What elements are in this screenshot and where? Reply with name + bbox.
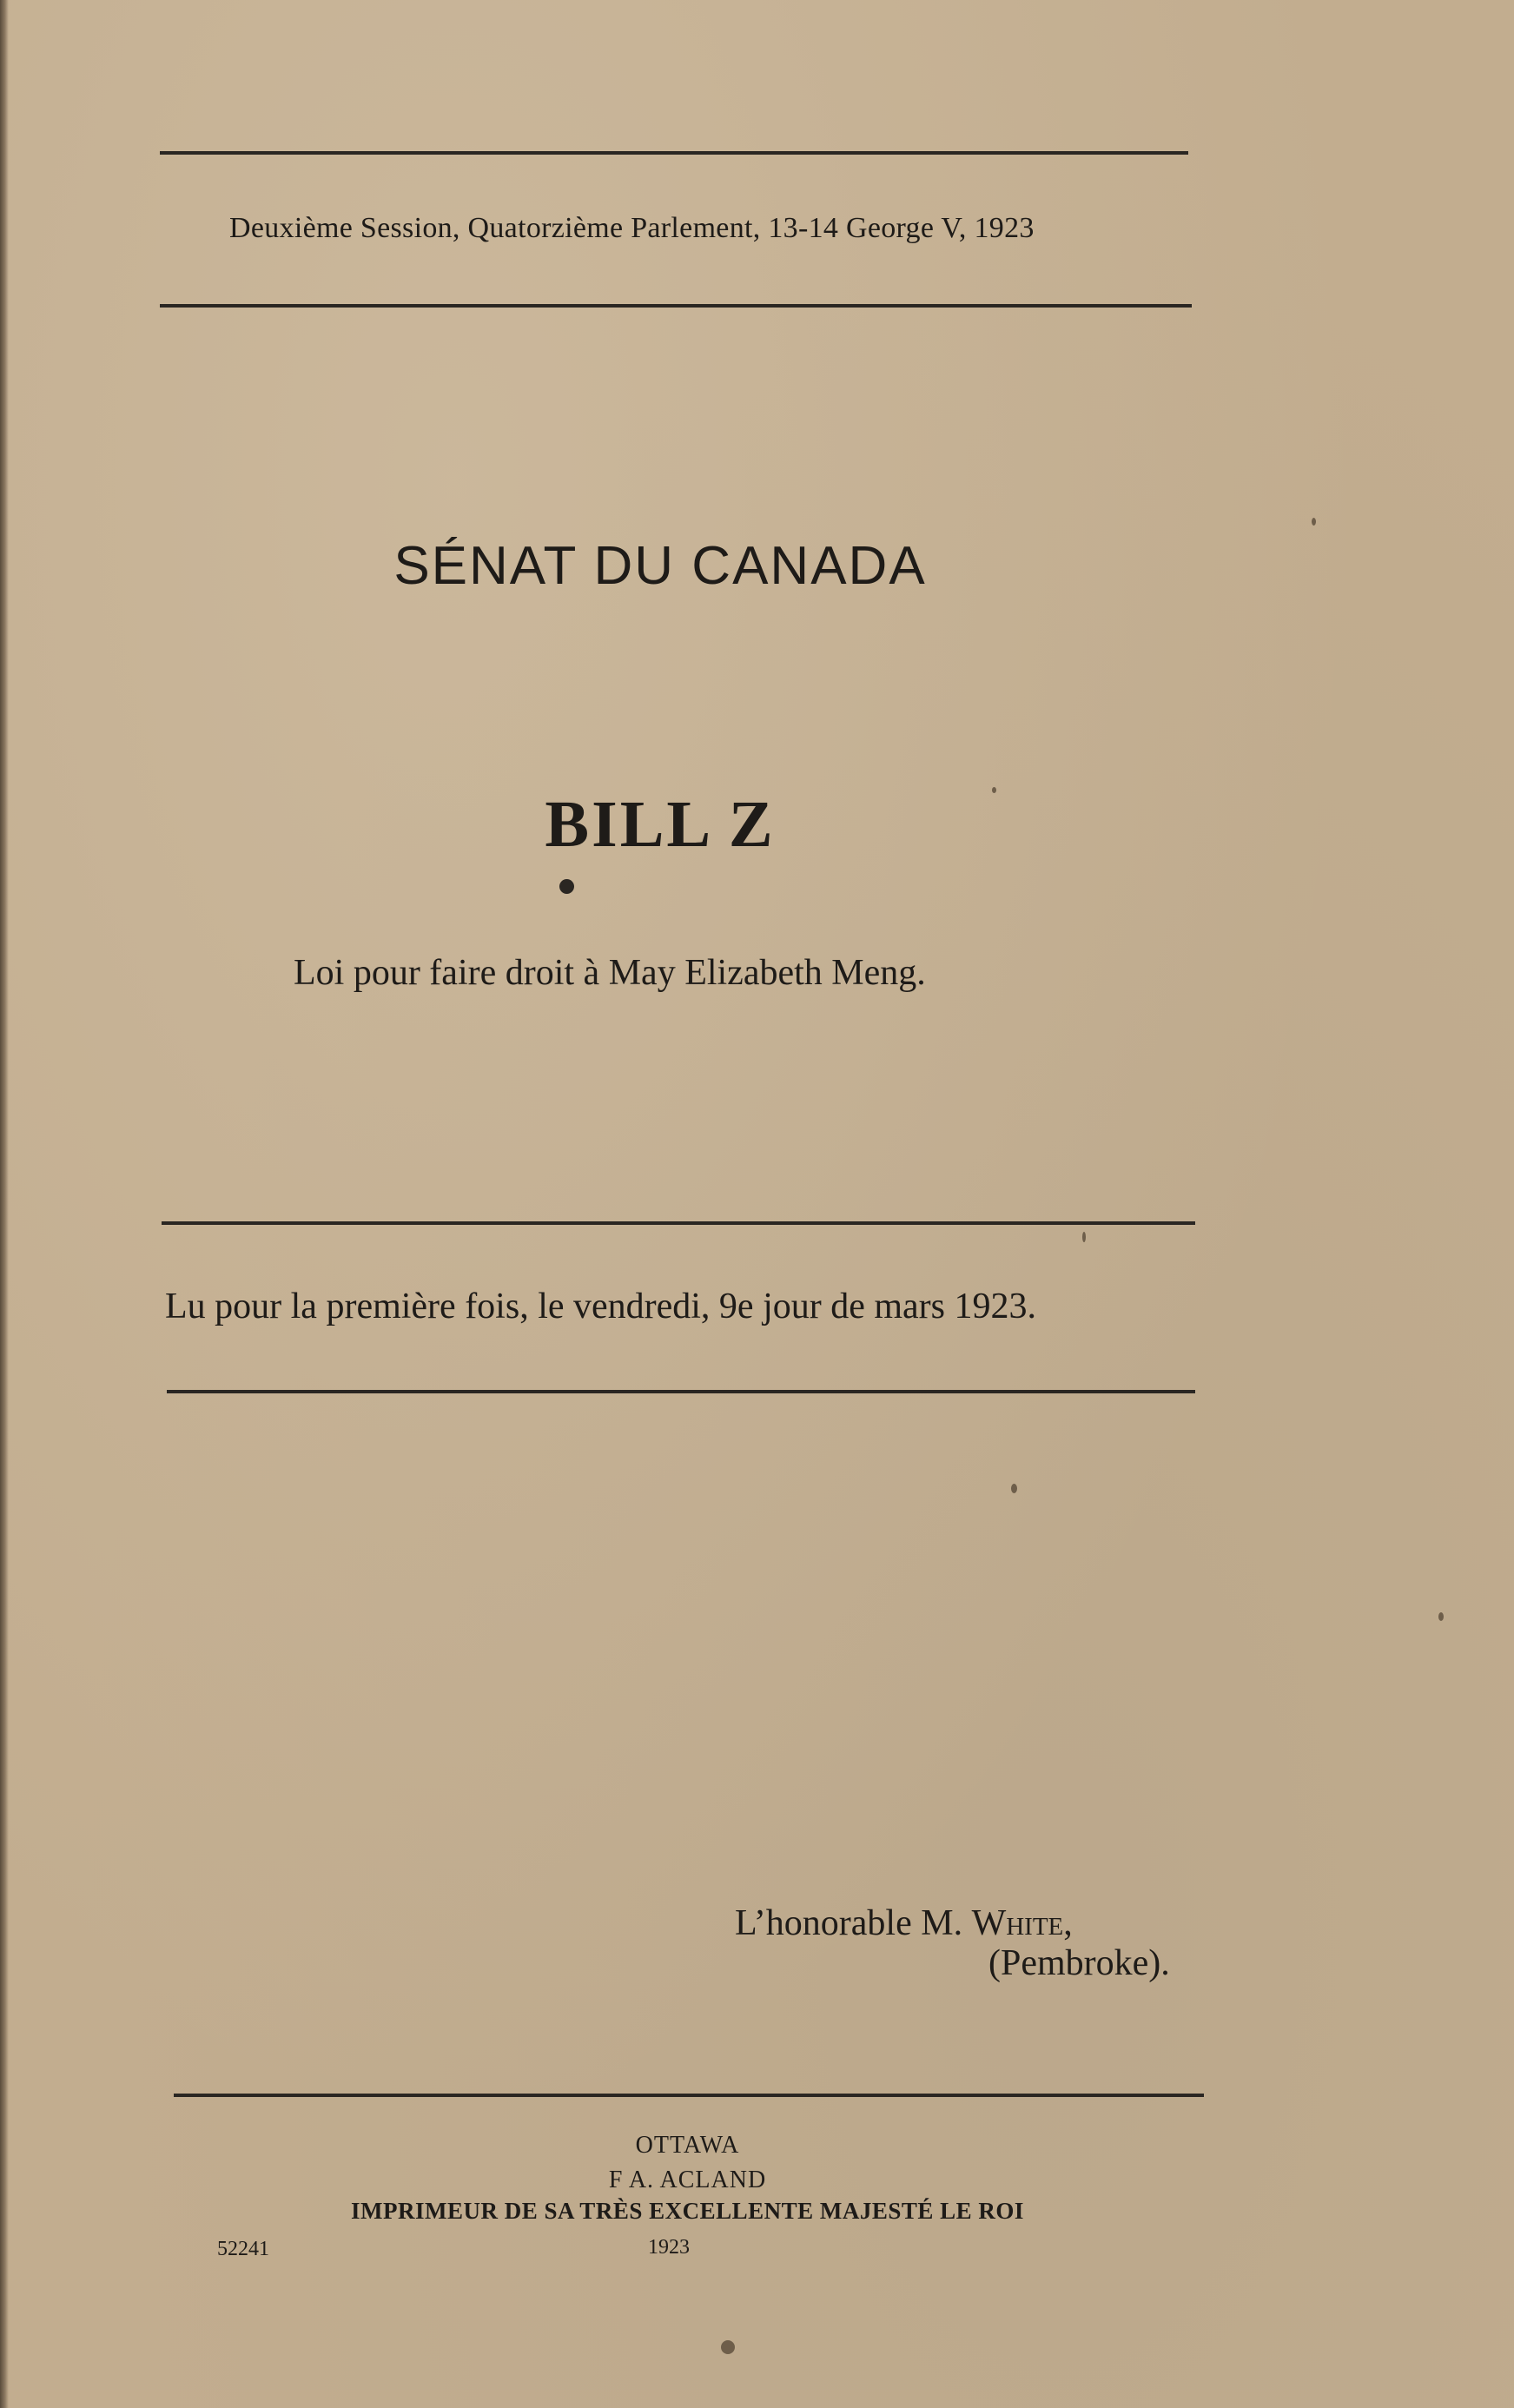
paper-speck [1312,518,1316,526]
senate-heading: SÉNAT DU CANADA [393,536,927,596]
paper-speck [992,787,996,793]
imprint-city: OTTAWA [635,2132,740,2159]
print-code: 52241 [217,2238,269,2260]
reading-rule-top [162,1221,1195,1225]
first-reading-line: Lu pour la première fois, le vendredi, 9e jour de mars 1923. [165,1287,1037,1326]
session-line: Deuxième Session, Quatorzième Parlement, 13-14 George V, 1923 [229,212,1035,244]
imprint-printer: F A. ACLAND [608,2167,767,2193]
paper-speck [1082,1232,1086,1242]
sponsor-prefix: L’honorable M. [735,1903,972,1943]
paper-speck [721,2340,735,2354]
top-rule [160,151,1188,155]
bullet-ornament [559,879,574,894]
paper-speck [1438,1612,1444,1621]
sponsor-line [735,1902,1073,1944]
bill-heading: BILL Z [545,788,776,861]
bill-title: Loi pour faire droit à May Elizabeth Meng. [294,953,926,993]
sponsor-suffix: , [1063,1903,1073,1943]
page-binding-edge [0,0,9,2408]
imprint-rule [174,2094,1204,2097]
paper-speck [1011,1484,1017,1493]
imprint-year: 1923 [648,2236,690,2259]
reading-rule-bottom [167,1390,1195,1393]
imprint-printer-title: IMPRIMEUR DE SA TRÈS EXCELLENTE MAJESTÉ LE ROI [351,2198,1024,2224]
sponsor-name: White [971,1903,1064,1943]
session-rule [160,304,1192,308]
sponsor-riding: (Pembroke). [988,1943,1170,1983]
